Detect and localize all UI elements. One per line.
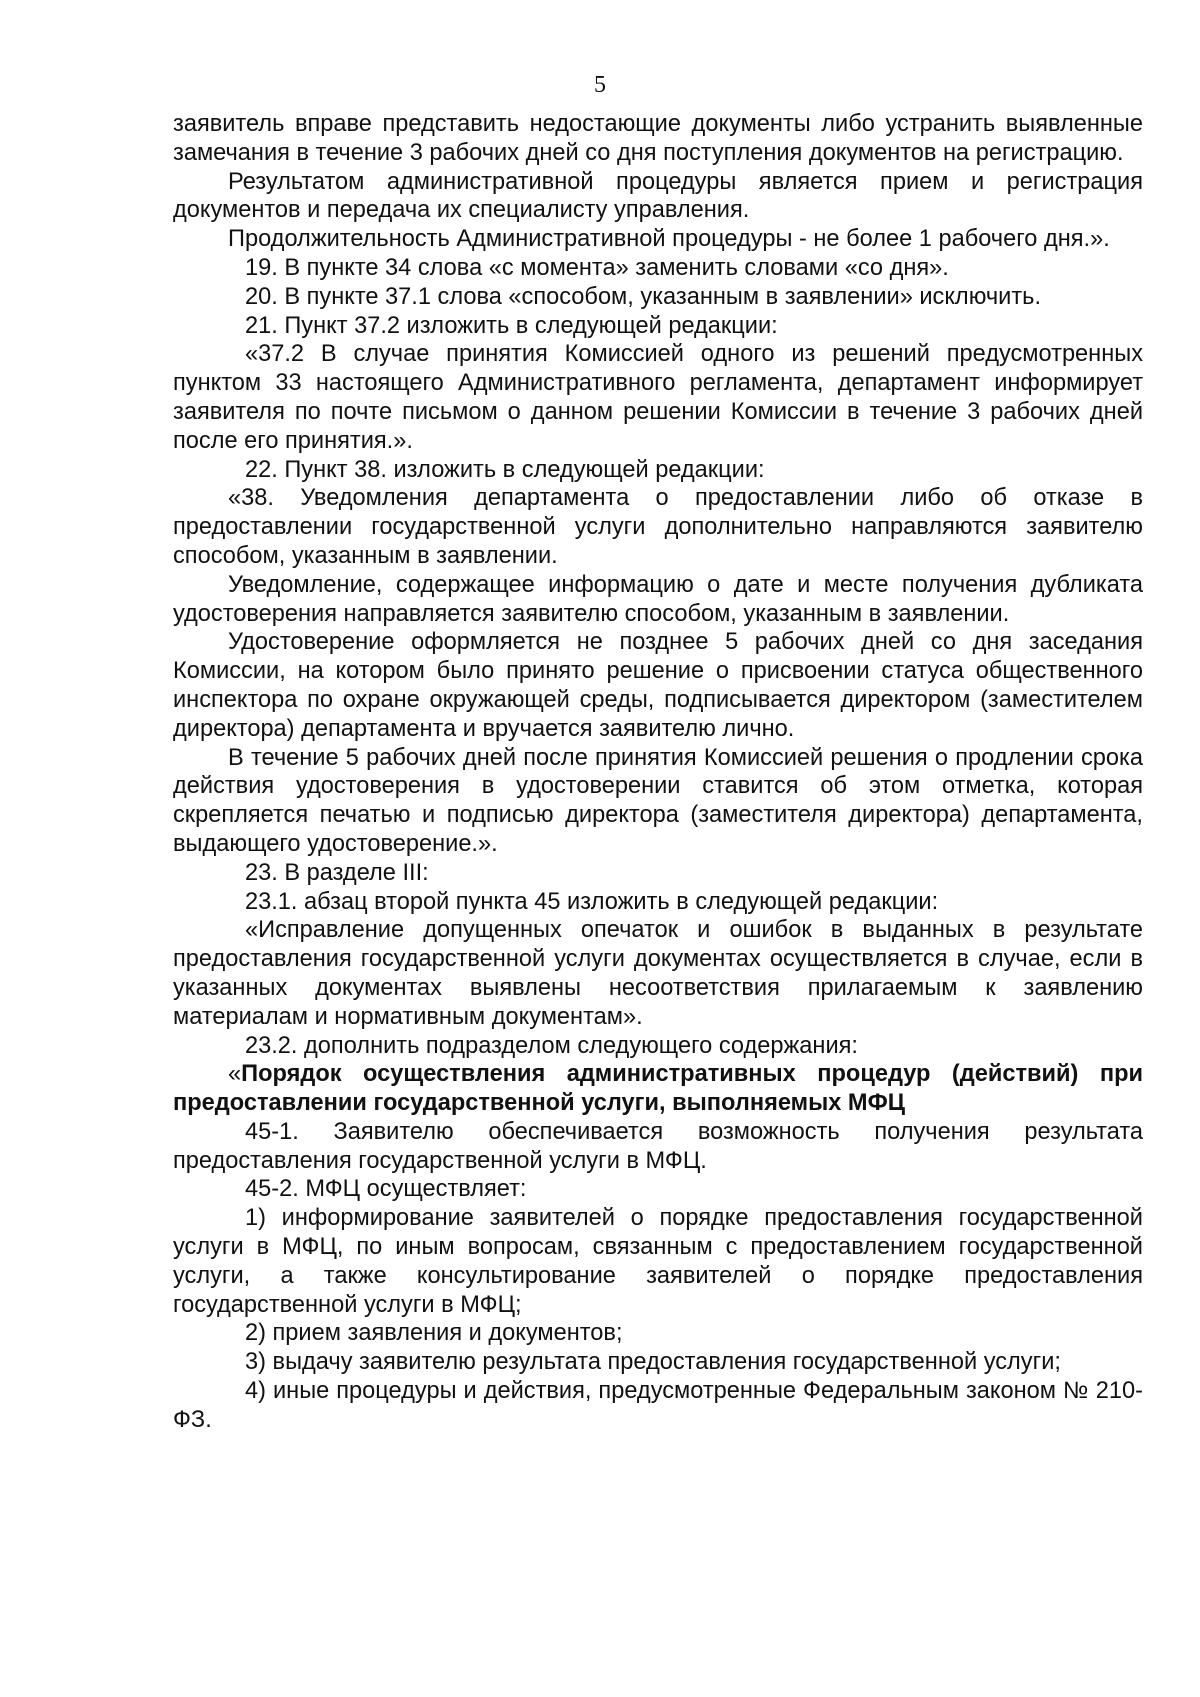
paragraph: 45-1. Заявителю обеспечивается возможность получения результата предоставления государственной услуги в МФЦ. — [173, 1118, 1143, 1174]
paragraph: Удостоверение оформляется не позднее 5 рабочих дней со дня заседания Комиссии, на котором было принято решение о присвоении статуса общественного инспектора по охране окружающей среды, подписывается директором (заместителем директора) департамента и вручается заявителю лично. — [173, 629, 1143, 742]
paragraph: Результатом административной процедуры является прием и регистрация документов и передача их специалисту управления. — [173, 168, 1143, 224]
paragraph: 2) прием заявления и документов; — [245, 1320, 623, 1347]
paragraph: 1) информирование заявителей о порядке предоставления государственной услуги в МФЦ, по иным вопросам, связанным с предоставлением государственной услуги, а также консультирование заявителей о порядке предоставления государственной услуги в МФЦ; — [173, 1205, 1143, 1318]
paragraph: заявитель вправе представить недостающие документы либо устранить выявленные замечания в течение 3 рабочих дней со дня поступления документов на регистрацию. — [173, 111, 1143, 166]
paragraph: Уведомление, содержащее информацию о дате и месте получения дубликата удостоверения направляется заявителю способом, указанным в заявлении. — [173, 571, 1143, 627]
paragraph: «37.2 В случае принятия Комиссией одного из решений предусмотренных пунктом 33 настоящего Административного регламента, департамент информирует заявителя по почте письмом о данном решении Комиссии в течение 3 рабочих дней после его принятия.». — [173, 341, 1143, 454]
paragraph: 21. Пункт 37.2 изложить в следующей редакции: — [245, 312, 778, 339]
page-number: 5 — [594, 72, 606, 98]
paragraph: «Исправление допущенных опечаток и ошибок в выданных в результате предоставления государственной услуги документах осуществляется в случае, если в указанных документах выявлены несоответствия прилагаемым к заявлению материалам и нормативным документам». — [173, 917, 1143, 1030]
heading-prefix: « — [228, 1061, 242, 1088]
heading-text: Порядок осуществления административных процедур (действий) при предоставлении государственной услуги, выполняемых МФЦ — [173, 1061, 1143, 1117]
paragraph: 23. В разделе III: — [245, 859, 429, 886]
paragraph: 20. В пункте 37.1 слова «способом, указанным в заявлении» исключить. — [245, 283, 1042, 310]
paragraph: 4) иные процедуры и действия, предусмотренные Федеральным законом № 210-ФЗ. — [173, 1378, 1143, 1433]
paragraph: 23.1. абзац второй пункта 45 изложить в следующей редакции: — [245, 888, 939, 915]
paragraph: 22. Пункт 38. изложить в следующей редакции: — [245, 456, 765, 483]
document-body — [173, 110, 1143, 1435]
subsection-heading — [173, 1060, 1143, 1118]
paragraph: В течение 5 рабочих дней после принятия Комиссией решения о продлении срока действия удостоверения в удостоверении ставится об этом отметка, которая скрепляется печатью и подписью директора (заместителя директора) департамента, выдающего удостоверение.». — [173, 744, 1143, 857]
paragraph: «38. Уведомления департамента о предоставлении либо об отказе в предоставлении государственной услуги дополнительно направляются заявителю способом, указанным в заявлении. — [173, 485, 1143, 569]
paragraph: 45-2. МФЦ осуществляет: — [245, 1176, 527, 1203]
paragraph: 19. В пункте 34 слова «с момента» заменить словами «со дня». — [245, 254, 949, 281]
paragraph: 3) выдачу заявителю результата предоставления государственной услуги; — [245, 1349, 1061, 1376]
paragraph: Продолжительность Административной процедуры - не более 1 рабочего дня.». — [228, 226, 1110, 253]
paragraph: 23.2. дополнить подразделом следующего содержания: — [245, 1032, 858, 1059]
